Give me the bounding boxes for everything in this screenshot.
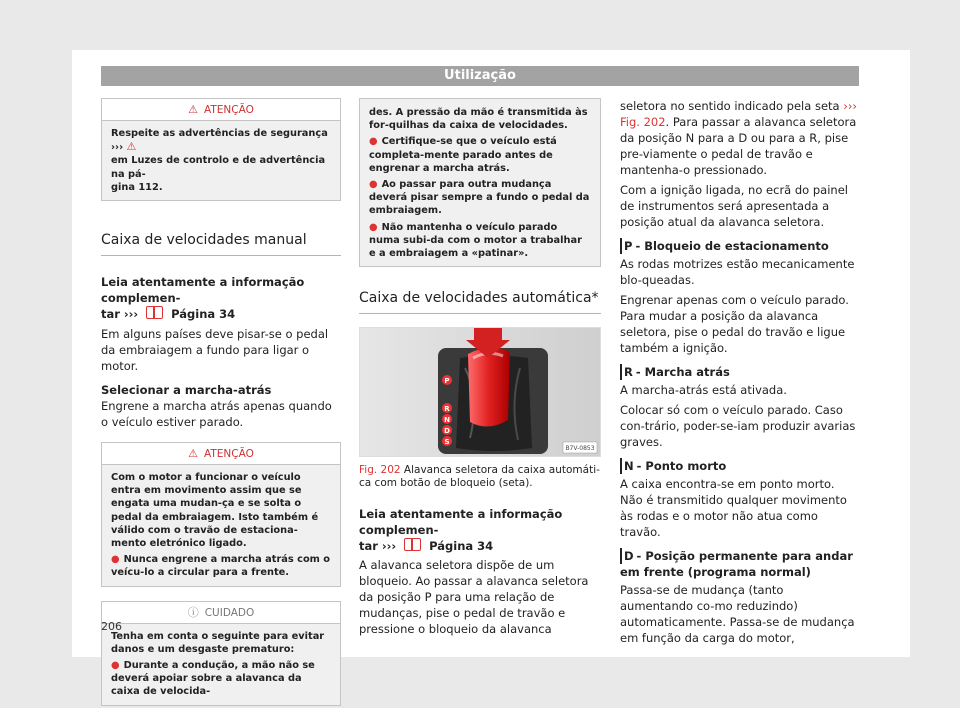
warning-heading: ⚠ ATENÇÃO: [102, 443, 340, 465]
gear-label-r: R: [444, 405, 450, 414]
warning-triangle-icon: ⚠: [126, 140, 137, 154]
gear-selector-figure: [359, 327, 601, 457]
subheading-reverse: Selecionar a marcha-atrás: [101, 383, 272, 398]
warning-box-2: ⚠ ATENÇÃO Com o motor a funcionar o veículo entra em movimento assim que se engata uma mudan-ça e se solta o pedal da embraiagem. Isto também é válido com o travão de estaciona-mento eletrónico ligado. ● Nunca engrene a marcha atrás com o veícu-lo a circular para a frente.: [101, 442, 341, 587]
bullet-icon: ●: [369, 136, 378, 148]
figure-caption: Fig. 202 Alavanca seletora da caixa automáti-ca com botão de bloqueio (seta).: [359, 464, 600, 490]
gear-label-n: N: [444, 416, 450, 425]
paragraph: seletora no sentido indicado pela seta ››› Fig. 202. Para passar a alavanca seletora da posição N para a D ou para a R, pise pre-viamente o pedal de travão e mantenha-o pressionado.: [620, 99, 858, 177]
bullet-icon: ●: [369, 179, 378, 191]
column-2: [359, 98, 601, 637]
warning-box-1: ⚠ ATENÇÃO Respeite as advertências de segurança ››› ⚠ em Luzes de controlo e de advertência na pá- gina 112.: [101, 98, 341, 201]
caution-heading: ⓘ CUIDADO: [102, 602, 340, 624]
caution-box-continued: des. A pressão da mão é transmitida às for-quilhas da caixa de velocidades. ● Certifique-se que o veículo está completa-mente parado antes de engrenar a marcha atrás. ● Ao passar para outra mudança deverá pisar sempre a fundo o pedal da embraiagem. ● Não mantenha o veículo parado numa subi-da com o motor a trabalhar e a embraiagem a «patinar».: [359, 98, 601, 267]
gear-selector-illustration: [360, 328, 600, 456]
figure-code: B7V-0853: [565, 445, 595, 453]
paragraph: A alavanca seletora dispõe de um bloqueio. Ao passar a alavanca seletora da posição P para uma relação de mudanças, pise o pedal de travão e pressione o bloqueio da alavanca: [359, 558, 589, 637]
section-title-automatic: Caixa de velocidades automática*: [359, 289, 601, 314]
intro-text: Leia atentamente a informação complemen- tar ››› Página 34: [359, 507, 563, 554]
warning-heading: ⚠ ATENÇÃO: [102, 99, 340, 121]
section-title-manual: Caixa de velocidades manual: [101, 231, 341, 256]
column-3: [620, 98, 860, 646]
gear-item-d: D - Posição permanente para andar em frente (programa normal) Passa-se de mudança (tanto aumentando co-mo reduzindo) automaticamente. Passa-se de mudança em função da carga do motor,: [620, 549, 855, 645]
gear-label-d: D: [444, 427, 450, 436]
bullet-icon: ●: [369, 221, 378, 233]
bullet-icon: ●: [111, 660, 120, 672]
gear-label-p: P: [444, 377, 450, 386]
paragraph: Com a ignição ligada, no ecrã do painel de instrumentos será apresentada a posição atual da alavanca seletora.: [620, 183, 848, 229]
column-1: [101, 98, 341, 706]
paragraph: Engrene a marcha atrás apenas quando o veículo estiver parado.: [101, 399, 332, 430]
chapter-header: Utilização: [101, 66, 859, 86]
caution-box: ⓘ CUIDADO Tenha em conta o seguinte para evitar danos e um desgaste prematuro: ● Durante a condução, a mão não se deverá apoiar sobre a alavanca da caixa de velocida-: [101, 601, 341, 706]
book-icon: [146, 306, 163, 319]
paragraph: Em alguns países deve pisar-se o pedal da embraiagem a fundo para ligar o motor.: [101, 327, 329, 374]
warning-triangle-icon: ⚠: [188, 447, 198, 461]
bullet-icon: ●: [111, 554, 120, 566]
gear-item-p: P - Bloqueio de estacionamento As rodas motrizes estão mecanicamente blo-queadas. Engrenar apenas com o veículo parado. Para mudar a posição da alavanca seletora, pise o pedal do travão e ligue também a ignição.: [620, 239, 855, 355]
warning-triangle-icon: ⚠: [188, 103, 198, 116]
intro-text: Leia atentamente a informação complemen- tar ››› Página 34: [101, 275, 305, 322]
book-icon: [404, 538, 421, 551]
figure-reference-link[interactable]: ››› Fig. 202: [620, 99, 858, 129]
info-circle-icon: ⓘ: [187, 605, 199, 619]
gear-item-r: R - Marcha atrás A marcha-atrás está ativada. Colocar só com o veículo parado. Caso con-trário, poder-se-iam produzir avarias graves.: [620, 365, 856, 449]
gear-item-n: N - Ponto morto A caixa encontra-se em ponto morto. Não é transmitido qualquer movimento às rodas e o motor não atua como travão.: [620, 459, 847, 539]
page-number: 206: [101, 620, 122, 633]
gear-label-s: S: [444, 438, 450, 447]
